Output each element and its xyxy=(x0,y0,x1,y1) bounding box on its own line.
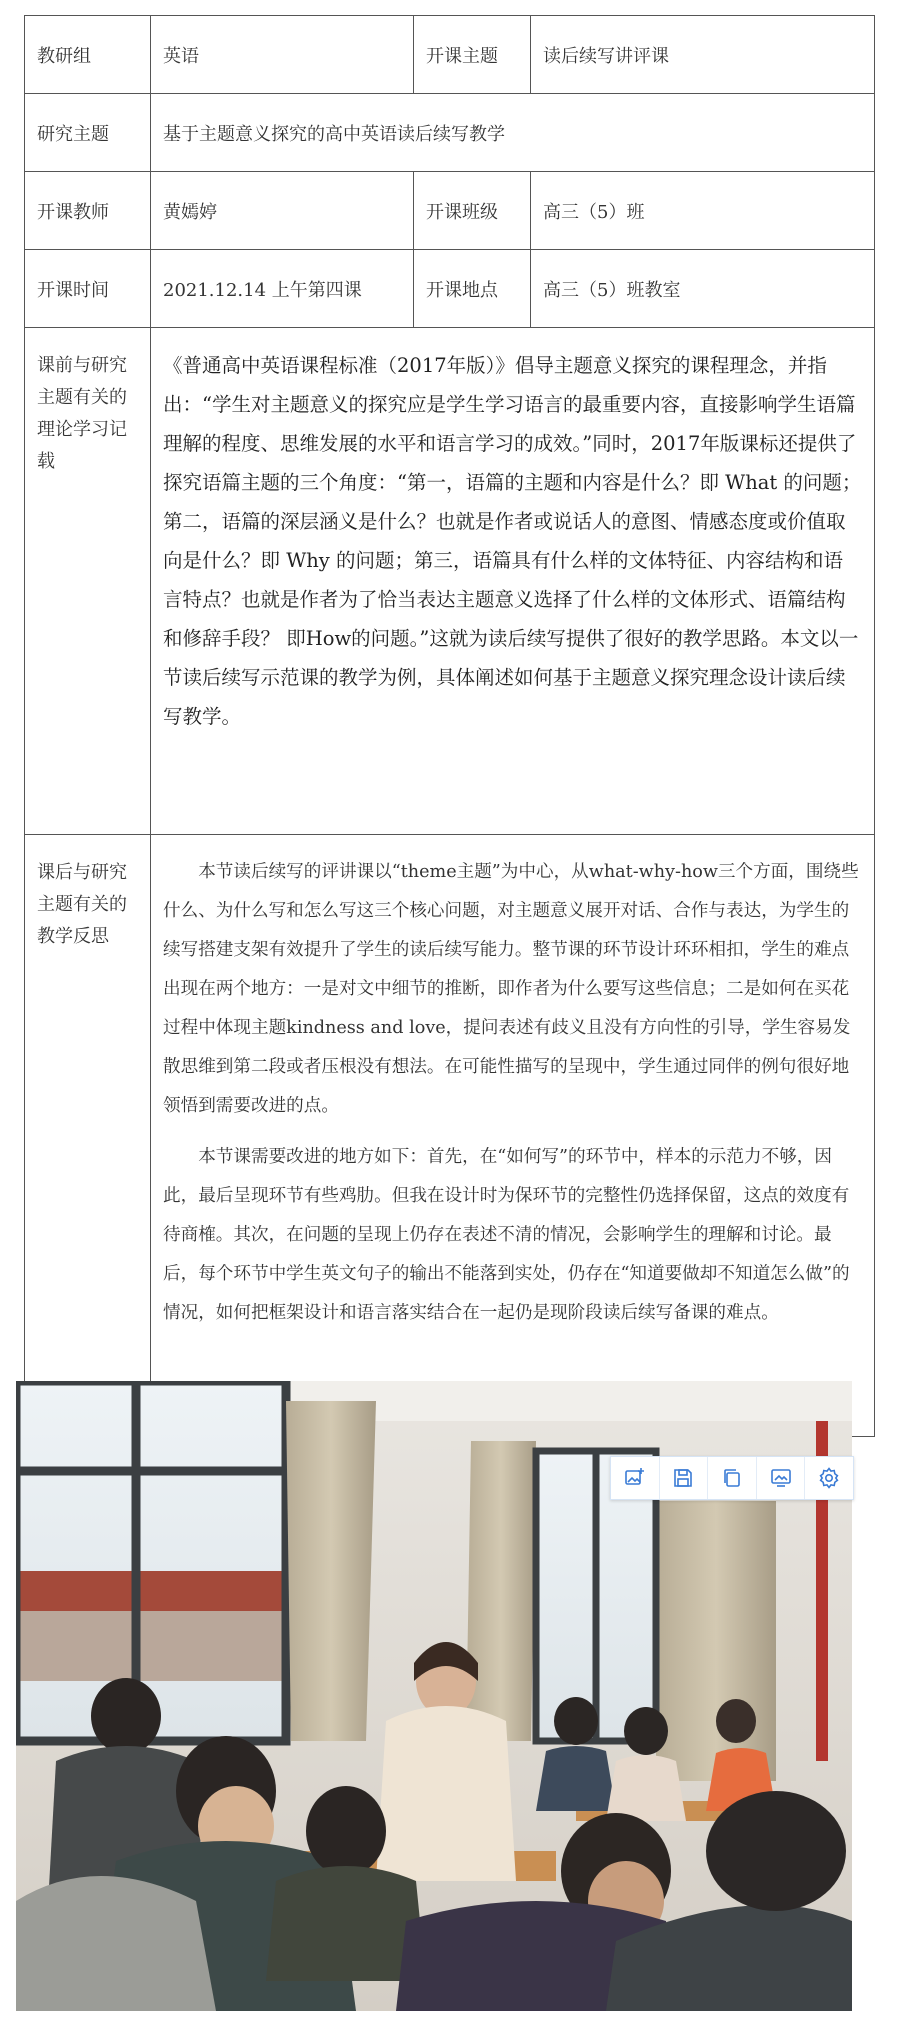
slideshow-icon xyxy=(769,1466,793,1490)
label-teaching-group: 教研组 xyxy=(25,16,151,94)
value-class: 高三（5）班 xyxy=(531,172,875,250)
copy-icon xyxy=(720,1466,744,1490)
label-lesson-topic: 开课主题 xyxy=(414,16,531,94)
image-edit-button[interactable] xyxy=(611,1457,660,1499)
table-row xyxy=(25,250,875,328)
value-teaching-group: 英语 xyxy=(151,16,414,94)
table-row xyxy=(25,328,875,835)
value-lesson-topic: 读后续写讲评课 xyxy=(531,16,875,94)
value-research-topic: 基于主题意义探究的高中英语读后续写教学 xyxy=(151,94,875,172)
label-location: 开课地点 xyxy=(414,250,531,328)
pre-study-text: 《普通高中英语课程标准（2017年版）》倡导主题意义探究的课程理念，并指出：“学生对主题意义的探究应是学生学习语言的最重要内容，直接影响学生语篇理解的程度、思维发展的水平和语言学习的成效。”同时，2017年版课标还提供了探究语篇主题的三个角度：“第一，语篇的主题和内容是什么？即 What 的问题；第二，语篇的深层涵义是什么？也就是作者或说话人的意图、情感态度或价值取向是什么？即 Why 的问题；第三，语篇具有什么样的文体特征、内容结构和语言特点？也就是作者为了恰当表达主题意义选择了什么样的文体形式、语篇结构和修辞手段？ 即How的问题。”这就为读后续写提供了很好的教学思路。本文以一节读后续写示范课的教学为例，具体阐述如何基于主题意义探究理念设计读后续写教学。 xyxy=(151,328,875,835)
reflection-paragraph: 本节课需要改进的地方如下：首先，在“如何写”的环节中，样本的示范力不够，因此，最后呈现环节有些鸡肋。但我在设计时为保环节的完整性仍选择保留，这点的效度有待商榷。其次，在问题的呈现上仍存在表述不清的情况，会影响学生的理解和讨论。最后，每个环节中学生英文句子的输出不能落到实处，仍存在“知道要做却不知道怎么做”的情况，如何把框架设计和语言落实结合在一起仍是现阶段读后续写备课的难点。 xyxy=(163,1147,850,1323)
value-location: 高三（5）班教室 xyxy=(531,250,875,328)
table-row xyxy=(25,835,875,1437)
copy-image-button[interactable] xyxy=(708,1457,757,1499)
save-image-button[interactable] xyxy=(660,1457,709,1499)
label-pre-study: 课前与研究主题有关的理论学习记载 xyxy=(25,328,151,835)
settings-icon xyxy=(817,1466,841,1490)
reflection-paragraph: 本节读后续写的评讲课以“theme主题”为中心，从what-why-how三个方面，围绕些什么、为什么写和怎么写这三个核心问题，对主题意义展开对话、合作与表达，为学生的续写搭建支架有效提升了学生的读后续写能力。整节课的环节设计环环相扣，学生的难点出现在两个地方：一是对文中细节的推断，即作者为什么要写这些信息；二是如何在买花过程中体现主题kindness and love，提问表述有歧义且没有方向性的引导，学生容易发散思维到第二段或者压根没有想法。在可能性描写的呈现中，学生通过同伴的例句很好地领悟到需要改进的点。 xyxy=(163,862,859,1116)
value-teacher: 黄嫣婷 xyxy=(151,172,414,250)
settings-button[interactable] xyxy=(805,1457,853,1499)
lesson-record-table xyxy=(24,15,875,1437)
post-reflection-cell xyxy=(151,835,875,1437)
label-research-topic: 研究主题 xyxy=(25,94,151,172)
label-teacher: 开课教师 xyxy=(25,172,151,250)
value-time: 2021.12.14 上午第四课 xyxy=(151,250,414,328)
table-row xyxy=(25,94,875,172)
label-time: 开课时间 xyxy=(25,250,151,328)
table-row xyxy=(25,16,875,94)
image-edit-icon xyxy=(623,1466,647,1490)
label-post-reflection: 课后与研究主题有关的教学反思 xyxy=(25,835,151,1437)
table-row xyxy=(25,172,875,250)
image-toolbar xyxy=(610,1456,854,1500)
label-class: 开课班级 xyxy=(414,172,531,250)
slideshow-button[interactable] xyxy=(757,1457,806,1499)
save-icon xyxy=(671,1466,695,1490)
